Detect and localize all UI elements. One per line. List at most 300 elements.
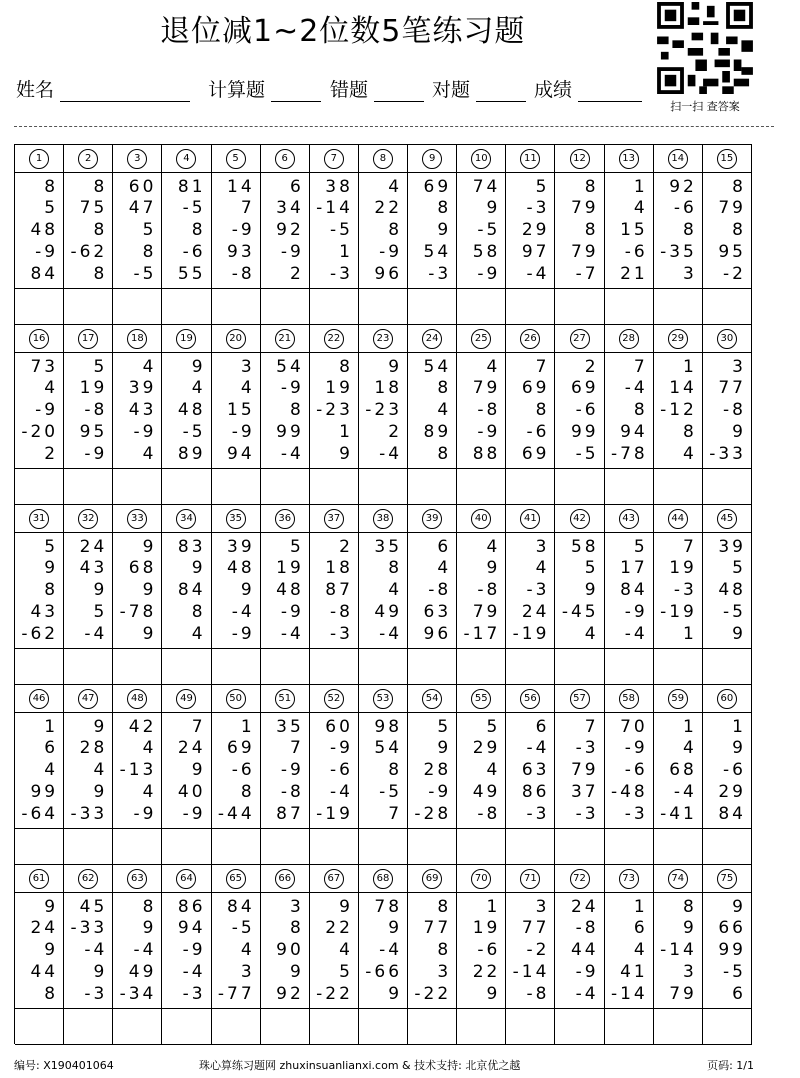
- problem-number: 40: [471, 509, 491, 529]
- operand: 79: [570, 241, 599, 262]
- calc-field[interactable]: [208, 72, 321, 102]
- answer-box[interactable]: [113, 469, 162, 505]
- problem-operands: [605, 533, 654, 649]
- problem-number: 35: [226, 509, 246, 529]
- answer-box[interactable]: [654, 649, 703, 685]
- problem-operands: [359, 533, 408, 649]
- operand: -17: [463, 623, 501, 644]
- operand: 43: [128, 400, 157, 421]
- operand: 4: [142, 443, 157, 464]
- answer-box[interactable]: [162, 1009, 211, 1045]
- operand: -9: [280, 378, 304, 399]
- operand: 22: [472, 961, 501, 982]
- operand: 7: [584, 716, 599, 737]
- answer-box[interactable]: [162, 469, 211, 505]
- operand: -4: [624, 623, 648, 644]
- footer-code: 编号: X190401064: [14, 1059, 114, 1072]
- operand: 48: [276, 580, 304, 601]
- problem-number: 13: [619, 149, 639, 169]
- operand: -3: [329, 263, 353, 284]
- problem-number: 39: [422, 509, 442, 529]
- operand: 73: [30, 356, 59, 377]
- answer-box[interactable]: [506, 829, 555, 865]
- operand: -20: [21, 421, 59, 442]
- operand: 8: [93, 263, 108, 284]
- problem-operands: [703, 713, 752, 829]
- operand: 3: [683, 263, 697, 284]
- operand: 8: [93, 176, 108, 197]
- problem-operands: [359, 713, 408, 829]
- operand: -4: [133, 940, 157, 961]
- operand: 8: [584, 176, 599, 197]
- operand: -9: [428, 781, 452, 802]
- answer-box[interactable]: [408, 649, 457, 685]
- operand: 8: [437, 443, 452, 464]
- problem-number: 47: [78, 689, 98, 709]
- problem-number-cell: [162, 685, 211, 713]
- wrong-blank[interactable]: [374, 79, 424, 102]
- operand: -9: [231, 623, 255, 644]
- problem-operands: [555, 713, 604, 829]
- answer-box[interactable]: [506, 649, 555, 685]
- problem-number-cell: [457, 145, 506, 173]
- operand: 7: [289, 738, 304, 759]
- operand: 4: [240, 378, 255, 399]
- problem-number: 49: [176, 689, 196, 709]
- answer-box[interactable]: [555, 469, 604, 505]
- answer-box[interactable]: [457, 469, 506, 505]
- operand: -9: [182, 940, 206, 961]
- operand: 41: [620, 961, 648, 982]
- answer-box[interactable]: [261, 1009, 310, 1045]
- problem-number-cell: [212, 145, 261, 173]
- operand: -9: [35, 241, 59, 262]
- operand: -5: [477, 220, 501, 241]
- operand: 24: [79, 536, 108, 557]
- operand: -4: [280, 623, 304, 644]
- operand: -5: [329, 220, 353, 241]
- operand: 1: [486, 896, 501, 917]
- operand: 4: [142, 356, 157, 377]
- name-blank[interactable]: [60, 79, 190, 102]
- answer-box[interactable]: [64, 289, 113, 325]
- operand: 9: [339, 896, 353, 917]
- answer-box[interactable]: [15, 289, 64, 325]
- operand: 78: [374, 896, 403, 917]
- operand: 9: [732, 738, 746, 759]
- answer-box[interactable]: [555, 649, 604, 685]
- operand: 28: [423, 760, 452, 781]
- operand: 15: [620, 220, 648, 241]
- answer-box[interactable]: [457, 1009, 506, 1045]
- operand: -4: [182, 961, 206, 982]
- answer-box[interactable]: [310, 469, 359, 505]
- problem-number-cell: [555, 325, 604, 353]
- answer-box[interactable]: [310, 289, 359, 325]
- wrong-field[interactable]: [330, 72, 424, 102]
- operand: -9: [280, 241, 304, 262]
- answer-box[interactable]: [457, 649, 506, 685]
- operand: -3: [673, 580, 697, 601]
- answer-box[interactable]: [605, 289, 654, 325]
- operand: 95: [79, 421, 108, 442]
- operand: 8: [683, 220, 697, 241]
- operand: 79: [472, 378, 501, 399]
- operand: -3: [575, 738, 599, 759]
- operand: -22: [316, 983, 353, 1004]
- operand: 8: [732, 176, 746, 197]
- answer-box[interactable]: [212, 1009, 261, 1045]
- problem-operands: [310, 353, 359, 469]
- operand: 1: [339, 241, 353, 262]
- operand: 17: [620, 558, 648, 579]
- problem-number: 73: [619, 869, 639, 889]
- operand: 37: [570, 781, 599, 802]
- answer-box[interactable]: [113, 649, 162, 685]
- operand: -23: [365, 400, 403, 421]
- operand: 8: [339, 356, 353, 377]
- operand: -5: [575, 443, 599, 464]
- problem-number-cell: [261, 685, 310, 713]
- answer-box[interactable]: [359, 469, 408, 505]
- answer-box[interactable]: [605, 829, 654, 865]
- answer-box[interactable]: [605, 469, 654, 505]
- answer-box[interactable]: [506, 289, 555, 325]
- operand: 42: [128, 716, 157, 737]
- operand: -64: [21, 803, 59, 824]
- answer-box[interactable]: [64, 829, 113, 865]
- problem-number-cell: [605, 325, 654, 353]
- problem-number-cell: [64, 685, 113, 713]
- operand: 5: [535, 176, 550, 197]
- answer-box[interactable]: [605, 1009, 654, 1045]
- answer-box[interactable]: [408, 1009, 457, 1045]
- operand: -2: [723, 263, 746, 284]
- right-blank[interactable]: [476, 79, 526, 102]
- operand: 3: [240, 961, 255, 982]
- problem-number: 9: [422, 149, 442, 169]
- problem-number-cell: [605, 505, 654, 533]
- operand: 79: [669, 983, 697, 1004]
- answer-box[interactable]: [457, 829, 506, 865]
- operand: 8: [142, 896, 157, 917]
- problem-number-cell: [457, 325, 506, 353]
- problem-number-cell: [212, 325, 261, 353]
- operand: -9: [84, 443, 108, 464]
- problem-operands: [506, 893, 555, 1009]
- answer-box[interactable]: [64, 469, 113, 505]
- answer-box[interactable]: [555, 289, 604, 325]
- operand: 4: [142, 781, 157, 802]
- answer-box[interactable]: [212, 469, 261, 505]
- problem-operands: [359, 893, 408, 1009]
- problem-operands: [506, 353, 555, 469]
- problem-number: 11: [520, 149, 540, 169]
- answer-box[interactable]: [605, 649, 654, 685]
- operand: 2: [289, 263, 304, 284]
- operand: -2: [526, 940, 550, 961]
- problem-number: 3: [127, 149, 147, 169]
- answer-box[interactable]: [261, 289, 310, 325]
- problem-number-cell: [408, 145, 457, 173]
- operand: -3: [428, 263, 452, 284]
- operand: 5: [93, 601, 108, 622]
- operand: -4: [84, 623, 108, 644]
- answer-box[interactable]: [457, 289, 506, 325]
- answer-box[interactable]: [703, 829, 752, 865]
- problem-operands: [64, 533, 113, 649]
- problem-operands: [162, 353, 211, 469]
- answer-box[interactable]: [310, 649, 359, 685]
- problem-number: 33: [127, 509, 147, 529]
- problem-number: 38: [373, 509, 393, 529]
- operand: 1: [683, 716, 697, 737]
- right-field[interactable]: [432, 72, 526, 102]
- operand: 83: [177, 536, 206, 557]
- footer-page: 页码: 1/1: [707, 1059, 754, 1072]
- operand: 69: [227, 738, 255, 759]
- problem-operands: [555, 353, 604, 469]
- operand: 29: [718, 781, 746, 802]
- operand: -8: [723, 400, 746, 421]
- operand: 4: [388, 176, 403, 197]
- problem-number: 20: [226, 329, 246, 349]
- operand: 60: [325, 716, 353, 737]
- operand: 6: [535, 716, 550, 737]
- calc-blank[interactable]: [271, 79, 321, 102]
- answer-box[interactable]: [64, 1009, 113, 1045]
- operand: 92: [669, 176, 697, 197]
- answer-box[interactable]: [703, 289, 752, 325]
- problem-number: 44: [668, 509, 688, 529]
- operand: 6: [732, 983, 746, 1004]
- answer-box[interactable]: [261, 829, 310, 865]
- answer-box[interactable]: [261, 469, 310, 505]
- operand: -6: [624, 760, 648, 781]
- operand: 8: [289, 400, 304, 421]
- operand: 4: [633, 940, 648, 961]
- operand: 54: [276, 356, 304, 377]
- answer-box[interactable]: [506, 469, 555, 505]
- answer-box[interactable]: [703, 1009, 752, 1045]
- problem-operands: [64, 353, 113, 469]
- operand: 39: [718, 536, 746, 557]
- operand: 19: [276, 558, 304, 579]
- operand: 2: [44, 443, 59, 464]
- operand: -9: [280, 601, 304, 622]
- answer-box[interactable]: [212, 649, 261, 685]
- operand: -6: [673, 198, 697, 219]
- answer-box[interactable]: [359, 1009, 408, 1045]
- answer-box[interactable]: [408, 829, 457, 865]
- problem-number-cell: [113, 325, 162, 353]
- operand: 69: [570, 378, 599, 399]
- answer-box[interactable]: [408, 289, 457, 325]
- operand: -23: [316, 400, 353, 421]
- answer-box[interactable]: [261, 649, 310, 685]
- answer-box[interactable]: [703, 649, 752, 685]
- operand: 58: [570, 536, 599, 557]
- answer-box[interactable]: [113, 1009, 162, 1045]
- problem-number: 7: [324, 149, 344, 169]
- operand: 3: [535, 896, 550, 917]
- operand: 9: [240, 580, 255, 601]
- operand: 77: [521, 918, 550, 939]
- answer-box[interactable]: [506, 1009, 555, 1045]
- operand: 69: [521, 443, 550, 464]
- problem-number-cell: [113, 505, 162, 533]
- answer-box[interactable]: [162, 649, 211, 685]
- operand: -6: [329, 760, 353, 781]
- problem-number: 50: [226, 689, 246, 709]
- score-blank[interactable]: [578, 79, 642, 102]
- operand: 14: [227, 176, 255, 197]
- operand: 3: [535, 536, 550, 557]
- operand: 9: [486, 558, 501, 579]
- answer-box[interactable]: [310, 829, 359, 865]
- score-field[interactable]: [534, 72, 642, 102]
- answer-box[interactable]: [162, 829, 211, 865]
- operand: 92: [276, 220, 304, 241]
- operand: 9: [93, 781, 108, 802]
- operand: 4: [44, 760, 59, 781]
- problem-number: 28: [619, 329, 639, 349]
- problem-operands: [408, 353, 457, 469]
- operand: 4: [633, 198, 648, 219]
- operand: 70: [620, 716, 648, 737]
- operand: 1: [339, 421, 353, 442]
- operand: 69: [521, 378, 550, 399]
- operand: 79: [570, 198, 599, 219]
- answer-box[interactable]: [555, 829, 604, 865]
- problem-number-cell: [703, 865, 752, 893]
- answer-box[interactable]: [113, 289, 162, 325]
- answer-box[interactable]: [15, 829, 64, 865]
- problem-number: 21: [275, 329, 295, 349]
- answer-box[interactable]: [408, 469, 457, 505]
- problem-operands: [703, 893, 752, 1009]
- qr-code-icon[interactable]: [657, 2, 753, 94]
- operand: 84: [227, 896, 255, 917]
- problem-number-cell: [64, 325, 113, 353]
- operand: -9: [624, 601, 648, 622]
- operand: 5: [732, 558, 746, 579]
- problem-number-cell: [113, 865, 162, 893]
- problem-number-cell: [408, 865, 457, 893]
- operand: 96: [423, 623, 452, 644]
- problem-number-cell: [654, 865, 703, 893]
- answer-box[interactable]: [703, 469, 752, 505]
- problem-operands: [654, 533, 703, 649]
- operand: -6: [575, 400, 599, 421]
- operand: -78: [610, 443, 648, 464]
- problem-number: 22: [324, 329, 344, 349]
- problem-number: 51: [275, 689, 295, 709]
- operand: -14: [512, 961, 550, 982]
- name-field[interactable]: [16, 72, 190, 102]
- answer-box[interactable]: [555, 1009, 604, 1045]
- answer-box[interactable]: [654, 289, 703, 325]
- problem-number: 17: [78, 329, 98, 349]
- problem-operands: [15, 533, 64, 649]
- problem-number: 27: [570, 329, 590, 349]
- answer-box[interactable]: [654, 1009, 703, 1045]
- answer-box[interactable]: [654, 469, 703, 505]
- operand: 19: [79, 378, 108, 399]
- operand: 43: [30, 601, 59, 622]
- problem-number-cell: [457, 685, 506, 713]
- problem-operands: [703, 353, 752, 469]
- operand: -6: [526, 421, 550, 442]
- operand: 8: [584, 220, 599, 241]
- answer-box[interactable]: [15, 1009, 64, 1045]
- operand: -6: [723, 760, 746, 781]
- operand: 7: [683, 536, 697, 557]
- operand: -28: [414, 803, 452, 824]
- operand: 8: [437, 378, 452, 399]
- problem-operands: [408, 173, 457, 289]
- footer-site: 珠心算练习题网 zhuxinsuanlianxi.com & 技术支持: 北京优之越: [199, 1059, 521, 1072]
- operand: 4: [486, 760, 501, 781]
- operand: -4: [575, 983, 599, 1004]
- operand: -44: [217, 803, 255, 824]
- operand: 63: [423, 601, 452, 622]
- operand: 9: [388, 356, 403, 377]
- answer-box[interactable]: [310, 1009, 359, 1045]
- operand: 68: [128, 558, 157, 579]
- operand: 1: [633, 176, 648, 197]
- operand: 2: [388, 421, 403, 442]
- answer-box[interactable]: [113, 829, 162, 865]
- answer-box[interactable]: [64, 649, 113, 685]
- answer-box[interactable]: [359, 289, 408, 325]
- answer-box[interactable]: [212, 289, 261, 325]
- operand: 3: [437, 961, 452, 982]
- operand: -14: [660, 940, 697, 961]
- operand: 19: [325, 378, 353, 399]
- answer-box[interactable]: [359, 649, 408, 685]
- problem-operands: [457, 533, 506, 649]
- operand: 84: [177, 580, 206, 601]
- problem-number: 36: [275, 509, 295, 529]
- operand: 58: [472, 241, 501, 262]
- answer-box[interactable]: [654, 829, 703, 865]
- answer-box[interactable]: [359, 829, 408, 865]
- problem-number: 19: [176, 329, 196, 349]
- operand: 9: [44, 940, 59, 961]
- operand: 9: [289, 961, 304, 982]
- answer-box[interactable]: [15, 469, 64, 505]
- answer-box[interactable]: [212, 829, 261, 865]
- problem-number-cell: [359, 325, 408, 353]
- problem-operands: [703, 173, 752, 289]
- operand: -19: [660, 601, 697, 622]
- problem-operands: [261, 713, 310, 829]
- problem-number: 70: [471, 869, 491, 889]
- problem-operands: [64, 713, 113, 829]
- answer-box[interactable]: [162, 289, 211, 325]
- problem-number: 56: [520, 689, 540, 709]
- problem-number: 45: [717, 509, 737, 529]
- calc-label: 计算题: [208, 79, 266, 101]
- operand: -66: [365, 961, 403, 982]
- operand: 39: [227, 536, 255, 557]
- answer-box[interactable]: [15, 649, 64, 685]
- operand: 8: [388, 558, 403, 579]
- problem-operands: [605, 893, 654, 1009]
- operand: 8: [142, 241, 157, 262]
- problem-number: 60: [717, 689, 737, 709]
